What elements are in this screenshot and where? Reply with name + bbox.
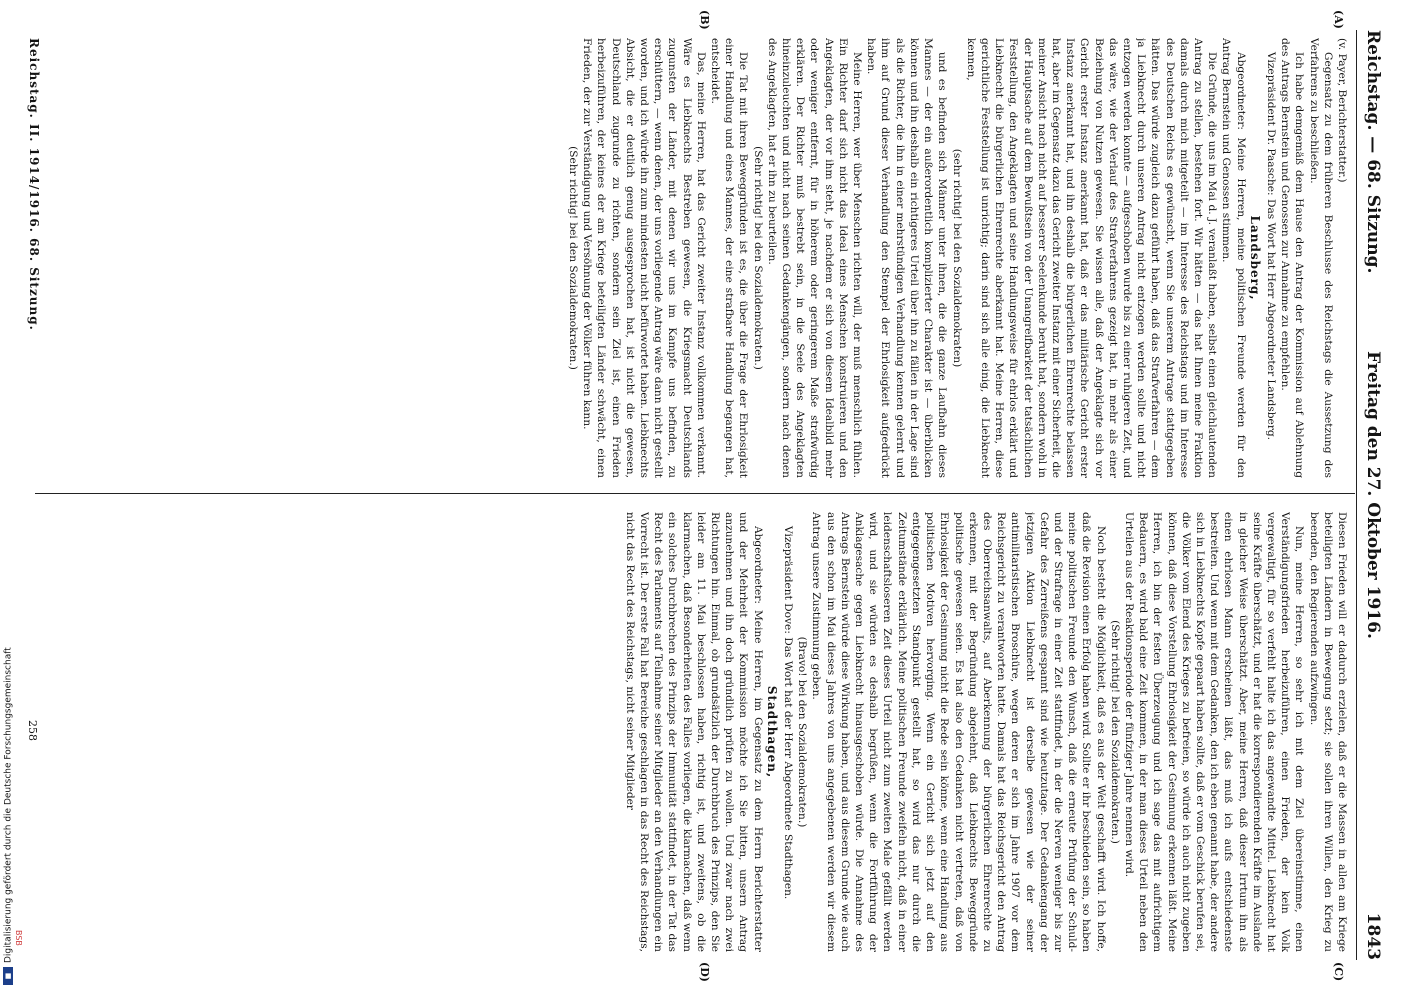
chair-statement: Vizepräsident Dove: Das Wort hat der Herr Abgeordnete Stadthagen.: [782, 526, 795, 900]
sheet-number: 258: [26, 720, 39, 741]
margin-mark-c: (C): [1332, 962, 1345, 982]
paragraph: Gegensatz zu dem früheren Beschlusse des Reichstags die Aussetzung des Verfahrens zu beschließen.: [1307, 38, 1334, 478]
paragraph: Ich habe demgemäß dem Hause den Antrag der Kommission auf Ablehnung des Antrags Bernstein und Genossen zur Annahme zu empfehlen.: [1279, 38, 1306, 478]
paragraph: Nun, meine Herren, so sehr ich mit dem Ziel übereinstimme, einen Verständigungsfrieden herbeizuführen, einen Frieden, der kein Volk vergewaltigt, für so verfehlt halte ich das angewandte Mittel. Liebknecht hat seine Kräfte überschätzt, und er hat die korrespondierenden Kräfte im Auslande in gleicher Weise überschätzt. Aber, meine Herren, daß dieser Irrtum ihn als einen ehrlosen Mann erscheinen läßt, das muß ich aufs entschiedenste bestreiten. Und wenn mit dem Gedanken, den ich eben genannt habe, der andere sich in Liebknechts Kopfe gepaart haben sollte, daß er vom Geschick berufen sei, die Völker vom Elend des Krieges zu befreien, so würde ich auch nicht zugeben können, daß diese Vorstellung Ehrlosigkeit der Gesinnung erkennen läßt. Meine Herren, ich bin der festen Überzeugung und ich sage das mit aufrichtigem Bedauern, es wird bald eine Zeit kommen, in der man dieses Urteil neben den Urteilen aus der Reaktionsperiode der fünfziger Jahre nennen wird.: [1122, 512, 1306, 952]
paragraph: Noch besteht die Möglichkeit, daß es aus der Welt geschafft wird. Ich hoffe, daß die Revision einen Erfolg haben wird. Sollte er ihr beschieden sein, so haben meine politischen Freunde den Wunsch, daß die erneute Prüfung der Schuld- und der Strafrage in einer Zeit stattfindet, in der die Nerven weniger bis zur Gefahr des Zerreißens gespannt sind wie heutzutage. Der Gedankengang der jetzigen Aktion Liebknecht ist derselbe gewesen wie der seiner antimilitaristischen Broschüre, wegen deren er sich im Jahre 1907 vor dem Reichsgericht zu verantworten hatte. Damals hat das Reichsgericht den Antrag des Oberreichsanwalts, auf Aberkennung der bürgerlichen Ehrenrechte zu erkennen, mit der Begründung abgelehnt, daß Liebknechts Beweggründe politische gewesen seien. Es hat also den Gedanken nicht vertreten, daß von Ehrlosigkeit der Gesinnung nicht die Rede sein könne, wenn eine Handlung aus politischen Motiven hervorging. Wenn ein Gericht sich jetzt auf den entgegengesetzten Standpunkt gestellt hat, so wird das nur durch die Zeitumstände erklärlich. Meine politischen Freunde zweifeln nicht, daß in einer leidenschaftsloseren Zeit dieses Urteil nicht zum zweiten Male gefällt werden wird, und sie würden es deshalb begrüßen, wenn die Fortführung der Anklagesache gegen Liebknecht hinausgeschoben würde. Die Annahme des Antrags Bernstein würde diese Wirkung haben, und aus diesem Grunde wie auch aus den schon im Mai dieses Jahres von uns angegebenen werden wir diesem Antrag unsere Zustimmung geben.: [810, 512, 1107, 952]
interjection: (Sehr richtig! bei den Sozialdemokraten.): [751, 146, 764, 370]
interjection: (Sehr richtig! bei den Sozialdemokraten.): [567, 146, 580, 370]
paragraph: Die Gründe, die uns im Mai d. J. veranlaßt haben, selbst einen gleichlautenden Antrag zu stellen, bestehen fort. Wir hätten — das hat Ihnen meine Fraktion damals durch mich mitgeteilt — im Interesse des Reichstags und im Interesse des Deutschen Reichs es gewünscht, wenn Sie unserem Antrage stattgegeben hätten. Das würde zugleich dazu geführt haben, daß das Strafverfahren — dem ja Liebknecht durch unseren Antrag nicht entzogen werden sollte und nicht entzogen werden konnte — aufgeschoben wurde bis zu einer ruhigeren Zeit, und das wäre, wie der Verlauf des Strafverfahrens gezeigt hat, in mehr als einer Beziehung von Nutzen gewesen. Sie wissen alle, daß der Angeklagte sich vor Gericht erster Instanz anerkannt hat, daß er das militärische Gericht erster Instanz anerkannt hat, und ihn deshalb die bürgerlichen Ehrenrechte belassen hat, aber im Gegensatz dazu das Gericht zweiter Instanz mit einer Sicherheit, die meiner Ansicht nach nicht auf besserer Seelenkunde beruht hat, sondern wohl in der Hauptsache auf dem Bewußtsein von der Unangreifbarkeit der tatsächlichen Feststellung, den Angeklagten und seine Handlungsweise für ehrlos erklärt und Liebknecht die bürgerlichen Ehrenrechte aberkannt hat. Meine Herren, diese gerichtliche Feststellung ist unrichtig; darin sind sich alle einig, die Liebknecht kennen,: [964, 38, 1219, 478]
left-column: [49, 38, 1349, 478]
library-stamp: BSB: [14, 930, 23, 946]
header-rule: [1356, 30, 1357, 960]
speaker-heading: Stadthagen,: [764, 685, 779, 779]
speaker-heading: Landsberg,: [1247, 215, 1262, 301]
paragraph: Die Tat mit ihren Beweggründen ist es, die über die Frage der Ehrlosigkeit einer Handlung und eines Mannes, der eine strafbare Handlung begangen hat, entscheidet.: [709, 38, 750, 478]
paragraph: Meine Herren, wer über Menschen richten will, der muß menschlich fühlen. Ein Richter darf sich nicht das Ideal eines Menschen konstruieren und den Angeklagten, der vor ihm steht, je nachdem er sich von diesem Idealbild mehr oder weniger entfernt, für in höherem oder geringerem Maße strafwürdig erklären. Der Richter muß bestrebt sein, in die Seele des Angeklagten hineinzuleuchten und nicht nach seinen Gedankengängen, sondern nach denen des Angeklagten, hat er ihn zu beurteilen.: [765, 38, 864, 478]
funding-credit: [3, 385, 14, 985]
margin-mark-a: (A): [1332, 10, 1345, 29]
interjection: (Sehr richtig! bei den Sozialdemokraten.): [1108, 620, 1121, 844]
interjection: (sehr richtig! bei den Sozialdemokraten): [950, 148, 963, 368]
footer-signature: Reichstag. II. 1914/1916. 68. Sitzung.: [27, 38, 41, 331]
chair-statement: Vizepräsident Dr. Paasche: Das Wort hat Herr Abgeordneter Landsberg.: [1264, 52, 1277, 441]
header-left: Reichstag. — 68. Sitzung.: [1363, 30, 1383, 274]
paragraph: Diesen Frieden will er dadurch erzielen, daß er die Massen in allen am Kriege beteiligten Ländern in Bewegung setzt; sie sollen ihren Willen, den Krieg zu beenden, den Regierenden aufzwingen.: [1307, 512, 1348, 952]
paragraph: und es befinden sich Männer unter ihnen, die die ganze Laufbahn dieses Mannes — der ein außerordentlich komplizierter Charakter ist — überblicken können und ihn deshalb ein richtigeres Urteil über ihn zu fällen in der Lage sind als die Richter, die ihn in einer mehrstündigen Verhandlung kennen gelernt und ihm auf Grund dieser Verhandlung den Stempel der Ehrlosigkeit aufgedrückt haben.: [865, 38, 949, 478]
header-date: Freitag den 27. Oktober 1916.: [1363, 351, 1383, 639]
margin-mark-d: (D): [698, 962, 711, 982]
column-separator: [35, 493, 1355, 494]
running-header: [1359, 30, 1383, 960]
dfg-logo-icon: ■: [3, 967, 13, 985]
right-column: [49, 512, 1349, 952]
interjection: (Bravo! bei den Sozialdemokraten.): [796, 636, 809, 828]
margin-mark-b: (B): [698, 10, 711, 30]
paragraph: Das, meine Herren, hat das Gericht zweiter Instanz vollkommen verkannt. Wäre es Liebknechts Bestreben gewesen, die Kriegsmacht Deutschlands zugunsten der Länder, mit denen wir uns im Kampfe uns befinden, zu erschüttern, — wenn denen, der uns vorliegende Antrag wäre dann nicht gestellt worden, und ich würde ihn zum mindesten nicht befürwortet haben. Liebknechts Absicht, die er deutlich genug ausgesprochen hat, ist nicht die gewesen, Deutschland zugrunde zu richten, sondern sein Ziel ist, einen Frieden herbeizuführen, der keines der am Kriege beteiligten Länder schwächt, einen Frieden, der zur Verständigung und Versöhnung der Völker führen kann.: [581, 38, 707, 478]
paragraph: Abgeordneter: Meine Herren, im Gegensatz zu dem Herrn Berichterstatter und der Mehrheit der Kommission möchte ich Sie bitten, unsern Antrag anzunehmen und ihn doch gründlich prüfen zu wollen. Und zwar nach zwei Richtungen hin. Einmal, ob grundsätzlich der Durchbruch des Prinzips, den Sie leider am 11. Mai beschlossen haben, richtig ist, und zweitens, ob die klarmachen, daß Besonderheiten des Falles vorliegen, die klarmachen, daß wenn ein solches Durchbrechen des Prinzips der Immunität stattfindet, in der Tat das Recht des Parlaments auf Teilnahme seiner Mitglieder an den Verhandlungen ein Vorrecht ist. Der erste Fall hat Bereiche geschlagen in das Recht des Reichstags, nicht das Recht des Reichstags, nicht seiner Mitglieder: [623, 512, 764, 952]
paragraph: Abgeordneter: Meine Herren, meine politischen Freunde werden für den Antrag Bernstein und Genossen stimmen.: [1220, 38, 1247, 478]
funding-credit-text: Digitalisierung gefördert durch die Deutsche Forschungsgemeinschaft: [3, 647, 14, 963]
speaker-note: (v. Payer, Berichterstatter.): [1336, 38, 1348, 183]
page-number: 1843: [1363, 912, 1383, 960]
